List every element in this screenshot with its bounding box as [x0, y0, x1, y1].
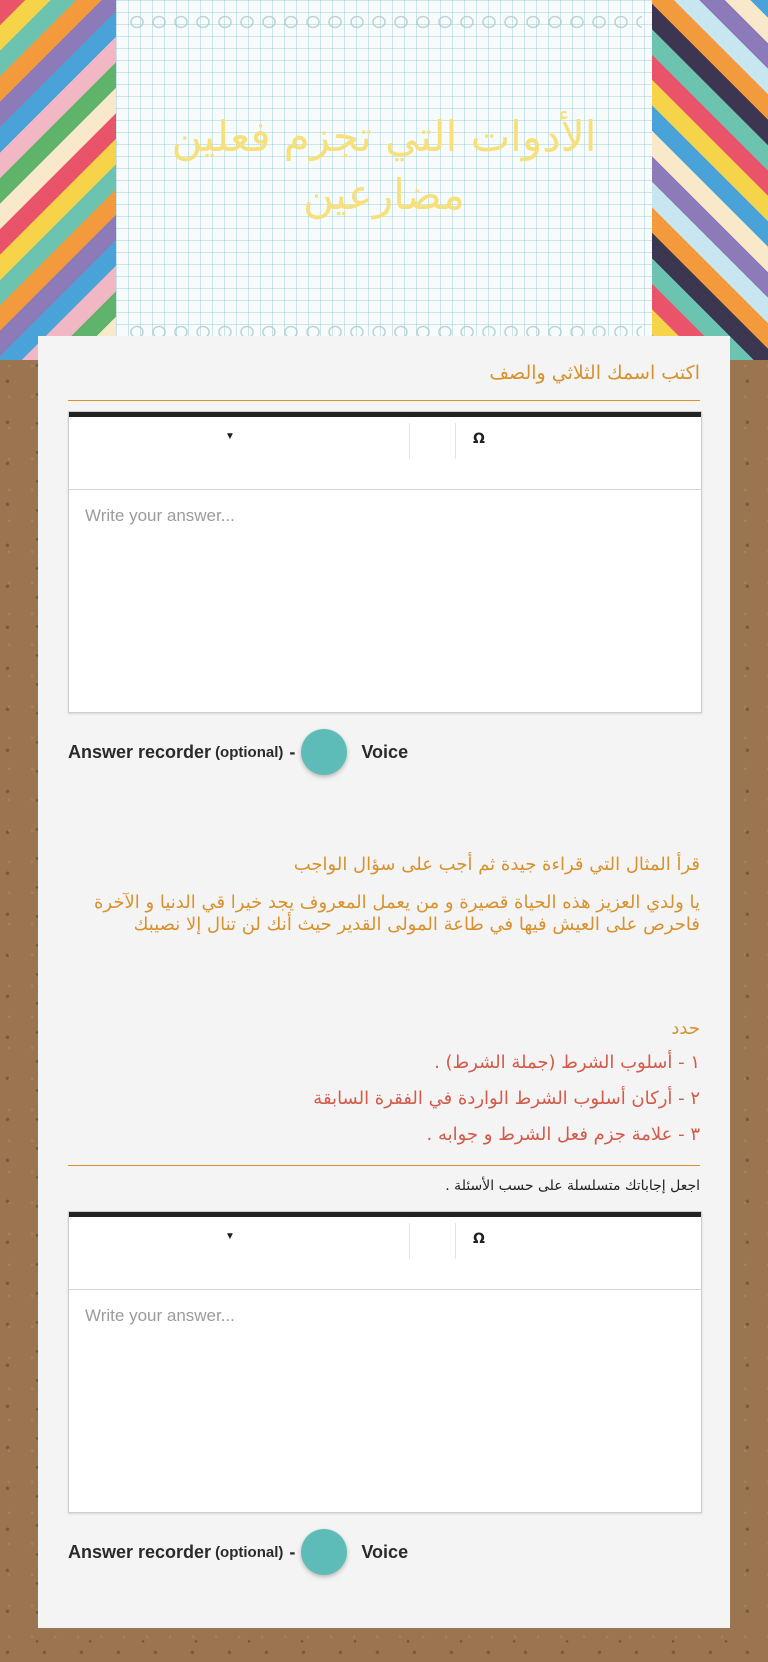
recorder-optional-label: (optional)	[215, 743, 284, 761]
chevron-pattern-right	[652, 0, 768, 360]
divider	[68, 400, 700, 401]
recorder-label: Answer recorder	[68, 741, 212, 762]
chevron-down-icon[interactable]: ▼	[225, 431, 235, 442]
task-item-1: ١ - أسلوب الشرط (جملة الشرط) .	[434, 1052, 700, 1073]
answer-editor-1	[68, 411, 702, 713]
answer-input-2[interactable]	[69, 1290, 701, 1510]
recorder-dash: -	[289, 1541, 296, 1562]
task-item-3: ٣ - علامة جزم فعل الشرط و جوابه .	[426, 1124, 700, 1145]
toolbar-separator	[455, 423, 456, 459]
task-heading: حدد	[671, 1018, 700, 1039]
record-voice-button[interactable]	[301, 729, 347, 775]
record-voice-button[interactable]	[301, 1529, 347, 1575]
answer-editor-2	[68, 1211, 702, 1513]
special-character-button[interactable]: Ω	[473, 1231, 485, 1247]
question-1-prompt: اكتب اسمك الثلاثي والصف	[489, 362, 700, 384]
chevron-pattern-left	[0, 0, 116, 360]
header-banner	[0, 0, 768, 360]
recorder-label: Answer recorder	[68, 1541, 212, 1562]
answer-note: اجعل إجاباتك متسلسلة على حسب الأسئلة .	[445, 1178, 700, 1194]
toolbar-separator	[455, 1223, 456, 1259]
special-character-button[interactable]: Ω	[473, 431, 485, 447]
voice-label: Voice	[361, 741, 409, 762]
answer-input-1[interactable]	[69, 490, 701, 710]
recorder-optional-label: (optional)	[215, 1543, 284, 1561]
answer-recorder-1	[68, 728, 408, 776]
recorder-dash: -	[289, 741, 296, 762]
answer-recorder-2	[68, 1528, 408, 1576]
worksheet-card	[38, 336, 730, 1628]
divider	[68, 1165, 700, 1166]
chevron-down-icon[interactable]: ▼	[225, 1231, 235, 1242]
question-2-instruction: قرأ المثال التي قراءة جيدة ثم أجب على سؤال الواجب	[293, 854, 700, 875]
editor-toolbar	[69, 1212, 701, 1290]
voice-label: Voice	[361, 1541, 409, 1562]
question-2-passage: يا ولدي العزيز هذه الحياة قصيرة و من يعمل المعروف يجد خيرا قي الدنيا و الآخرة فاحرص على العيش فيها في طاعة المولى القدير حيث أنك لن تنال إلا نصيبك	[93, 892, 700, 935]
page-title: الأدوات التي تجزم فعلين مضارعين	[171, 112, 597, 219]
editor-toolbar	[69, 412, 701, 490]
toolbar-separator	[409, 423, 410, 459]
notebook-rings-top	[126, 12, 642, 32]
toolbar-separator	[409, 1223, 410, 1259]
task-item-2: ٢ - أركان أسلوب الشرط الواردة في الفقرة السابقة	[313, 1088, 700, 1109]
